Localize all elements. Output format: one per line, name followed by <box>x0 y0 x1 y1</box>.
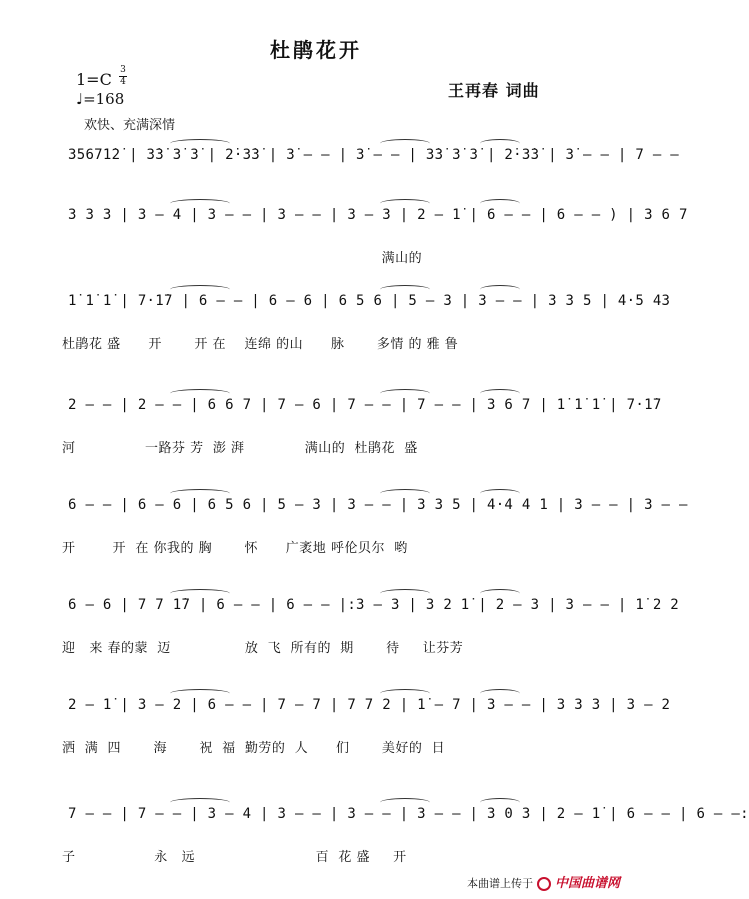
slur-mark <box>380 798 430 807</box>
notation-line: 35671̇2̇ | 3̇3̇ 3̇ 3̇ | 2̇·3̇3̇ | 3̇ — — | 3̇ — — | 3̇3̇ 3̇ 3̇ | 2̇·3̇3̇ | 3̇ — — | 7 — — <box>68 147 680 163</box>
footer <box>467 872 620 891</box>
slur-mark <box>480 199 520 208</box>
lyrics-line: 洒 满 四 海 祝 福 勤劳的 人 们 美好的 日 <box>62 741 446 756</box>
notation-line: 1̇ 1̇ 1̇ | 7·1̇7 | 6 — — | 6 — 6 | 6 5 6 | 5 — 3 | 3 — — | 3 3 5 | 4·5 43 <box>68 293 671 309</box>
slur-mark <box>480 689 520 698</box>
lyrics-line: 满山的 <box>62 251 423 266</box>
composer-credit: 王再春 词曲 <box>448 81 540 100</box>
slur-mark <box>170 285 230 294</box>
site-logo: 中国曲谱网 <box>554 876 620 891</box>
tempo-marking: ♩=168 <box>76 90 125 108</box>
slur-mark <box>170 199 230 208</box>
slur-mark <box>170 489 230 498</box>
slur-mark <box>480 389 520 398</box>
site-logo-icon <box>537 877 551 891</box>
slur-mark <box>480 139 520 148</box>
footer-text: 本曲谱上传于 <box>466 877 533 890</box>
slur-mark <box>380 689 430 698</box>
slur-mark <box>380 199 430 208</box>
page-title: 杜鹃花开 <box>270 38 362 62</box>
slur-mark <box>170 689 230 698</box>
notation-line: 6 — — | 6 — 6 | 6 5 6 | 5 — 3 | 3 — — | 3 3 5 | 4·4 4 1 | 3 — — | 3 — — <box>68 497 688 513</box>
expression-marking: 欢快、充满深情 <box>84 118 176 133</box>
slur-mark <box>380 139 430 148</box>
lyrics-line: 迎 来 春的蒙 迈 放 飞 所有的 期 待 让芬芳 <box>62 641 464 656</box>
time-signature-bottom: 4 <box>120 77 126 87</box>
slur-mark <box>480 489 520 498</box>
slur-mark <box>480 285 520 294</box>
notation-line: 7 — — | 7 — — | 3 — 4 | 3 — — | 3 — — | 3 — — | 3 0 3 | 2 — 1̇ | 6 — — | 6 — —: <box>68 806 749 822</box>
slur-mark <box>170 389 230 398</box>
slur-mark <box>380 489 430 498</box>
key-signature: 1=C <box>76 70 112 89</box>
slur-mark <box>380 389 430 398</box>
lyrics-line: 杜鹃花 盛 开 开 在 连绵 的山 脉 多情 的 雅 鲁 <box>62 337 459 352</box>
notation-line: 2 — — | 2 — — | 6 6 7 | 7 — 6 | 7 — — | 7 — — | 3 6 7 | 1̇ 1̇ 1̇ | 7·1̇7 <box>68 397 662 413</box>
lyrics-line: 开 开 在 你我的 胸 怀 广袤地 呼伦贝尔 哟 <box>62 541 408 556</box>
lyrics-line: 河 一路芬 芳 澎 湃 满山的 杜鹃花 盛 <box>62 441 418 456</box>
slur-mark <box>170 589 230 598</box>
slur-mark <box>380 285 430 294</box>
lyrics-line: 子 永 远 百 花 盛 开 <box>62 850 407 865</box>
slur-mark <box>480 589 520 598</box>
time-signature <box>119 66 127 87</box>
slur-mark <box>380 589 430 598</box>
slur-mark <box>170 139 230 148</box>
time-signature-top: 3 <box>120 65 126 75</box>
slur-mark <box>170 798 230 807</box>
notation-line: 2 — 1̇ | 3 — 2 | 6 — — | 7 — 7 | 7 7 2 | 1̇ — 7 | 3 — — | 3 3 3 | 3 — 2 <box>68 697 671 713</box>
notation-line: 3 3 3 | 3 — 4 | 3 — — | 3 — — | 3 — 3 | 2 — 1̇ | 6 — — | 6 — — ) | 3 6 7 <box>68 207 688 223</box>
slur-mark <box>480 798 520 807</box>
notation-line: 6 — 6 | 7 7 1̇7 | 6 — — | 6 — — |:3 — 3 | 3 2 1̇ | 2 — 3 | 3 — — | 1̇ 2 2 <box>68 597 680 613</box>
